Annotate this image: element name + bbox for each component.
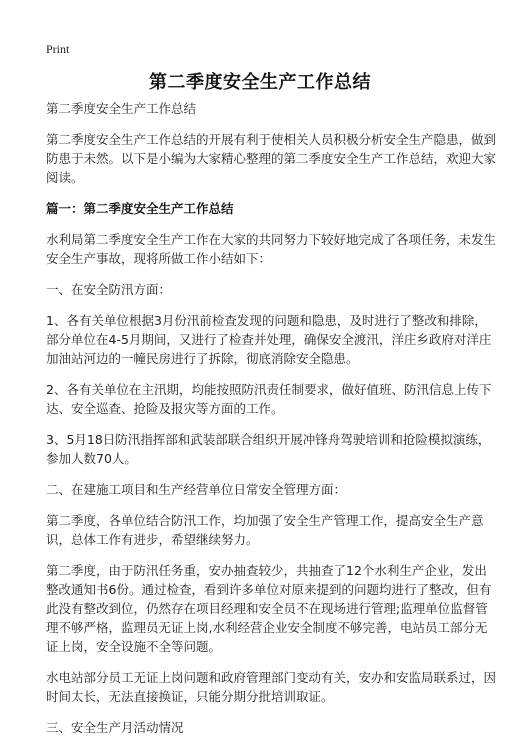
construction-paragraph-2: 第二季度，由于防汛任务重，安办抽查较少，共抽查了12个水利生产企业，发出整改通知书6份。通过检查，看到许多单位对原来提到的问题均进行了整改，但有此没有整改到位，仍然存在项目经理和安全员不在现场进行管理;监理单位监督管理不够严格，监理员无证上岗,水利经营企业安全制度不够完善，电站员工部分无证上岗，安全设施不全等问题。 [46,563,492,654]
section-heading: 篇一：第二季度安全生产工作总结 [46,201,234,216]
section-construction-heading: 二、在建施工项目和生产经营单位日常安全管理方面： [46,482,347,497]
flood-item-1: 1、各有关单位根据3月份汛前检查发现的问题和隐患，及时进行了整改和排除，部分单位在4-5月期间，又进行了检查并处理，确保安全渡汛，洋庄乡政府对洋庄加油站河边的一幢民房进行了拆除，彻底消除安全隐患。 [46,313,492,366]
construction-paragraph-1: 第二季度，各单位结合防汛工作，均加强了安全生产管理工作，提高安全生产意识，总体工作有进步，希望继续努力。 [46,513,484,547]
section-safety-month-heading: 三、安全生产月活动情况 [46,720,184,735]
print-label: Print [46,42,70,56]
document-body [46,99,496,749]
section-flood-heading: 一、在安全防汛方面： [46,282,172,297]
construction-paragraph-3: 水电站部分员工无证上岗问题和政府管理部门变动有关，安办和安监局联系过，因时间太长，无法直接换证，只能分期分批培训取证。 [46,670,497,704]
flood-item-3: 3、5月18日防汛指挥部和武装部联合组织开展冲锋舟驾驶培训和抢险模拟演练，参加人数70人。 [46,432,491,466]
document-title: 第二季度安全生产工作总结 [149,72,371,93]
subtitle-paragraph: 第二季度安全生产工作总结 [46,101,197,116]
intro-paragraph: 第二季度安全生产工作总结的开展有利于使相关人员积极分析安全生产隐患，做到防患于未然。以下是小编为大家精心整理的第二季度安全生产工作总结，欢迎大家阅读。 [46,132,497,185]
flood-item-2: 2、各有关单位在主汛期，均能按照防汛责任制要求，做好值班、防汛信息上传下达、安全巡查、抢险及报灾等方面的工作。 [46,382,492,416]
summary-paragraph: 水利局第二季度安全生产工作在大家的共同努力下较好地完成了各项任务，未发生安全生产事故，现将所做工作小结如下： [46,232,497,266]
